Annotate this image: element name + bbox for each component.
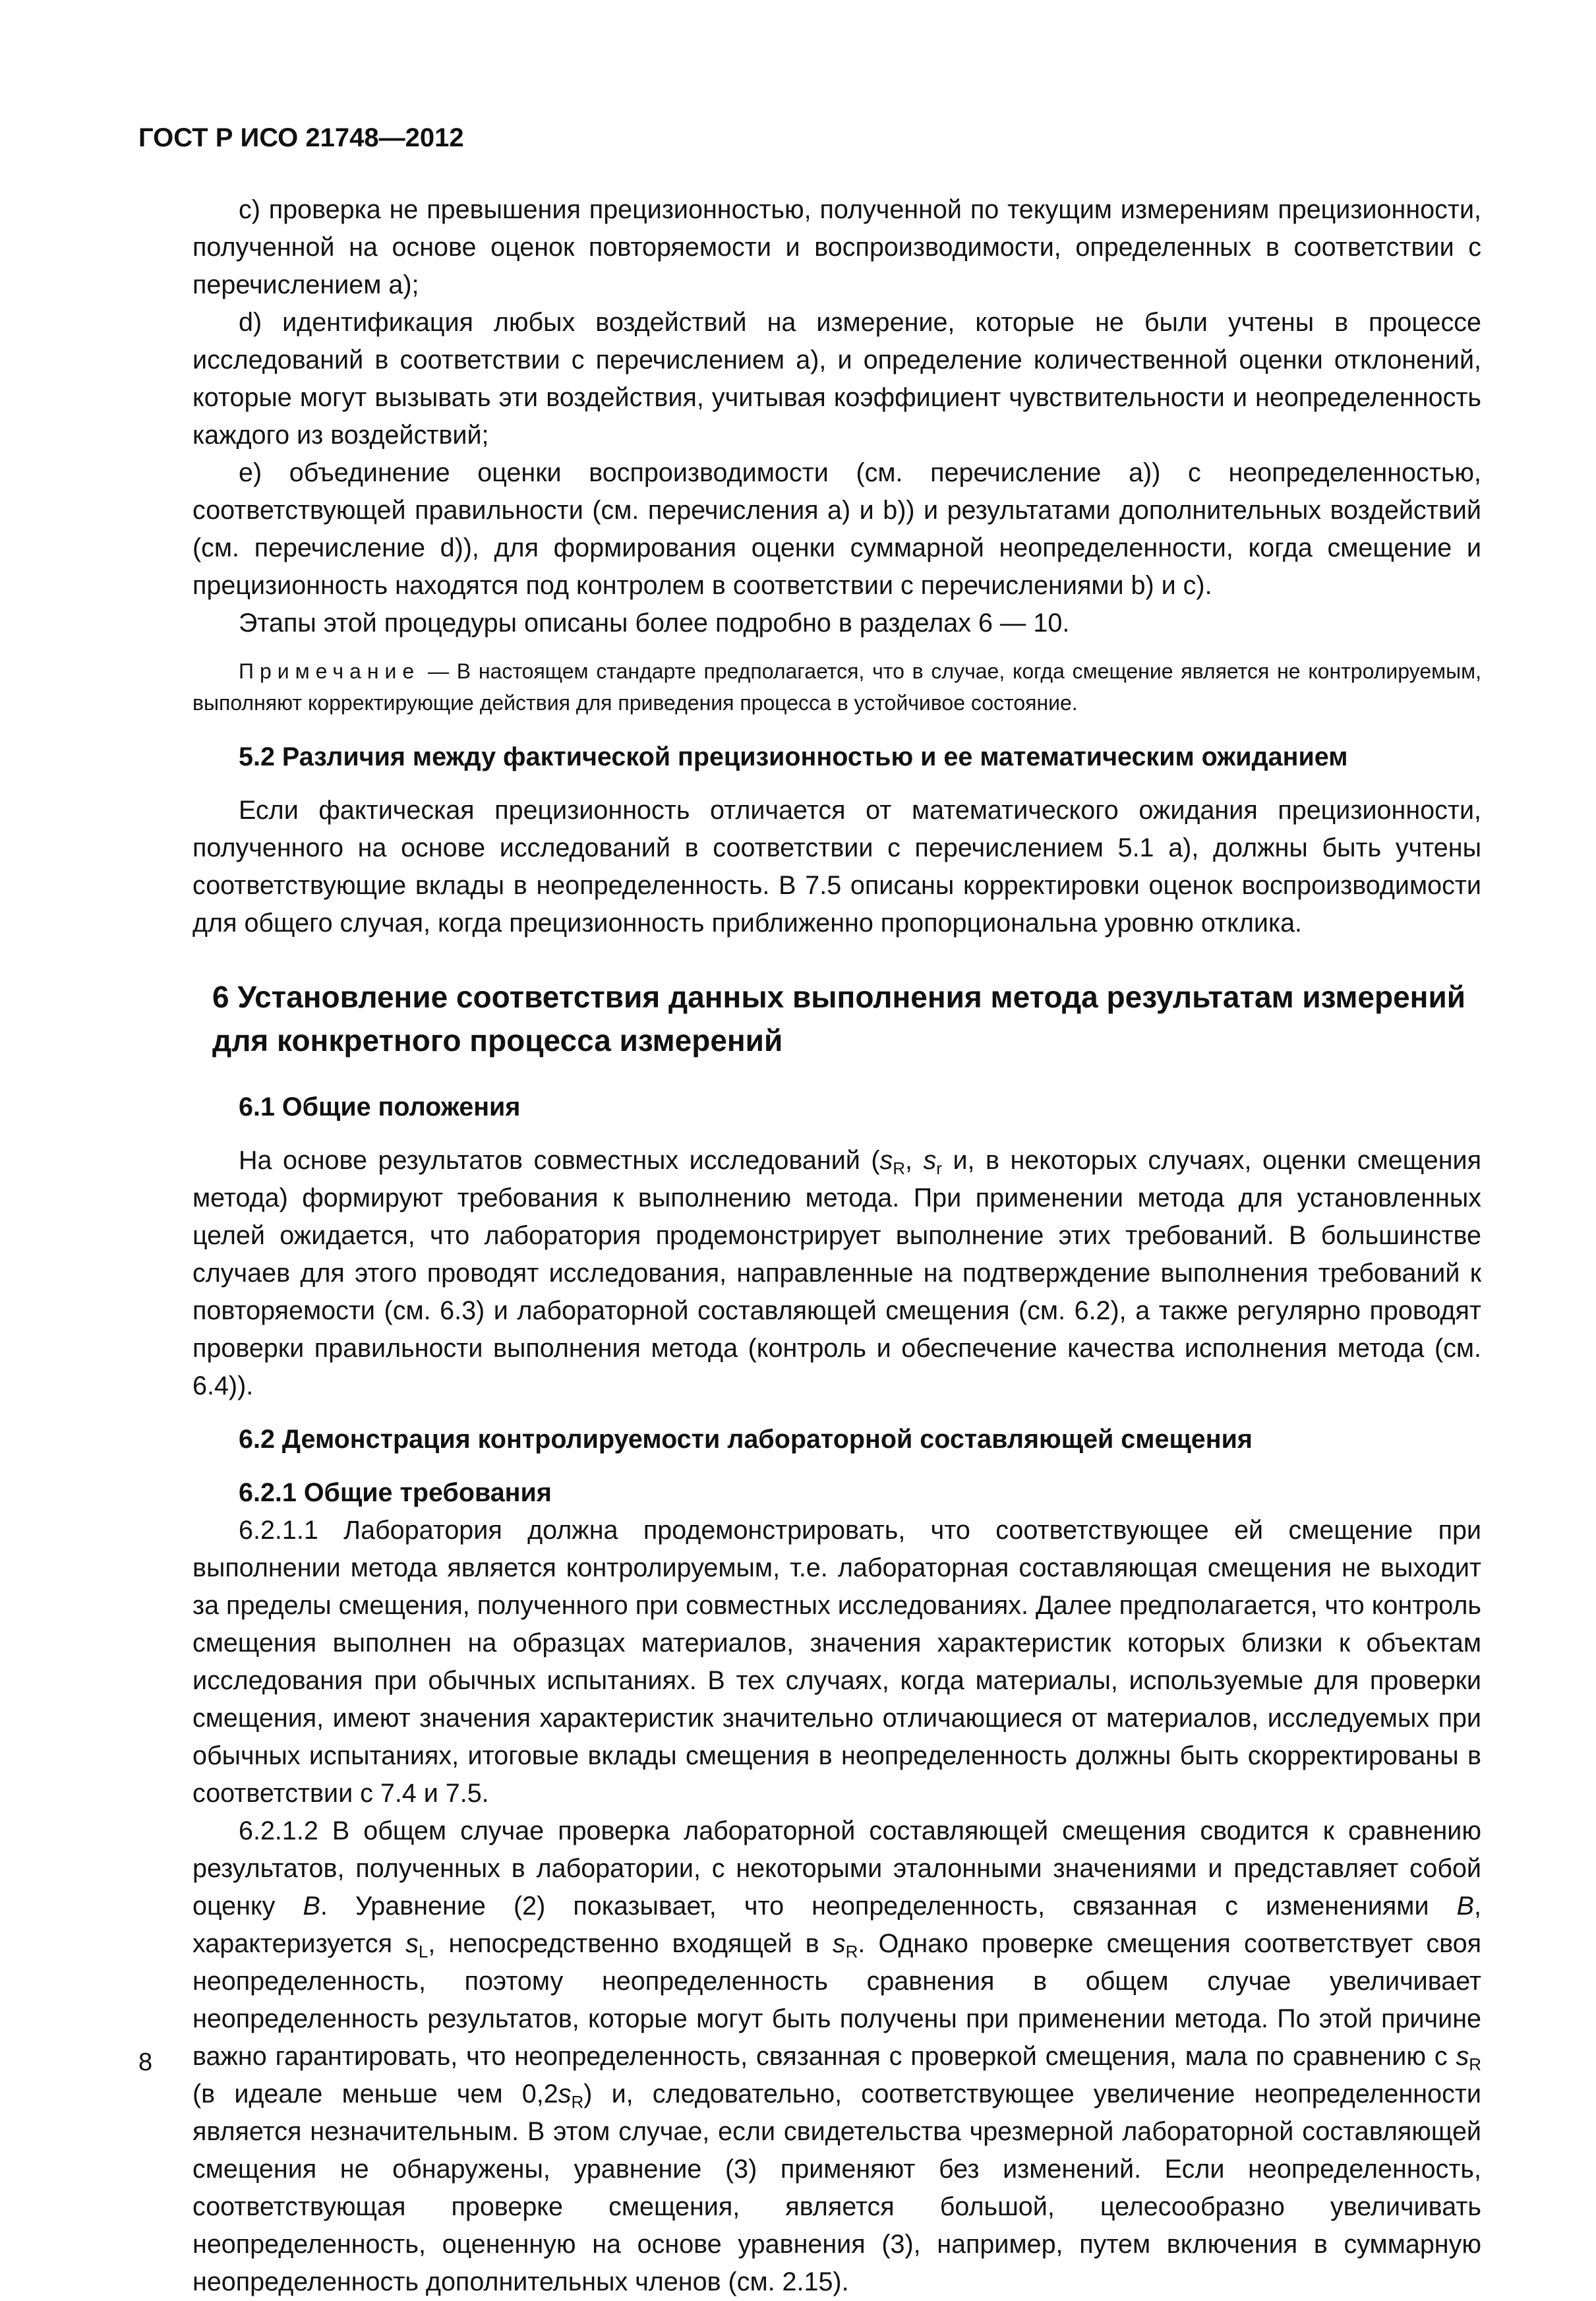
list-item-d: d) идентификация любых воздействий на измерение, которые не были учтены в процессе исследований в соответствии с перечислением а), и определение количественной оценки отклонений, которые могут вызывать эти воздействия, учитывая коэффициент чувствительности и неопределенность каждого из воздействий; — [192, 308, 1481, 450]
note-label: Примечание — [239, 659, 421, 683]
stages-paragraph: Этапы этой процедуры описаны более подробно в разделах 6 — 10. — [239, 609, 1070, 638]
list-item-c: c) проверка не превышения прецизионностью, полученной по текущим измерениям прецизионности, полученной на основе оценок повторяемости и воспроизводимости, определенных в соответствии с перечислением а); — [192, 195, 1481, 299]
note-paragraph — [192, 655, 1481, 719]
document-body — [192, 191, 1481, 2301]
subsection-5-2-paragraph: Если фактическая прецизионность отличается от математического ожидания прецизионности, полученного на основе исследований в соответствии с перечислением 5.1 а), должны быть учтены соответствующие вклады в неопределенность. В 7.5 описаны корректировки оценок воспроизводимости для общего случая, когда прецизионность приближенно пропорциональна уровню отклика. — [192, 796, 1481, 938]
document-code-header: ГОСТ Р ИСО 21748—2012 — [138, 123, 464, 152]
note-text: — В настоящем стандарте предполагается, что в случае, когда смещение является не контролируемым, выполняют корректирующие действия для приведения процесса в устойчивое состояние. — [192, 659, 1482, 715]
page-number: 8 — [138, 2048, 153, 2076]
subsection-6-2-heading: 6.2 Демонстрация контролируемости лабораторной составляющей смещения — [239, 1425, 1253, 1454]
paragraph-6-2-1-2: 6.2.1.2 В общем случае проверка лабораторной составляющей смещения сводится к сравнению результатов, полученных в лаборатории, с некоторыми эталонными значениями и представляет собой оценку B. Уравнение (2) показывает, что неопределенность, связанная с изменениями B, характеризуется $s_L$, непосредственно входящей в $s_R$. Однако проверке смещения соответствует своя неопределенность, поэтому неопределенность сравнения в общем случае увеличивает неопределенность результатов, которые могут быть получены при применении метода. По этой причине важно гарантировать, что неопределенность, связанная с проверкой смещения, мала по сравнению с $s_R$ (в идеале меньше чем $0,2s_R$) и, следовательно, соответствующее увеличение неопределенности является незначительным. В этом случае, если свидетельства чрезмерной лабораторной составляющей смещения не обнаружены, уравнение (3) применяют без изменений. Если неопределенность, соответствующая проверке смещения, является большой, целесообразно увеличивать неопределенность, оцененную на основе уравнения (3), например, путем включения в суммарную неопределенность дополнительных членов (см. 2.15). — [192, 1816, 1481, 2296]
section-6-heading: 6 Установление соответствия данных выполнения метода результатам измерений для конкретного процесса измерений — [212, 980, 1466, 1058]
subsection-6-1-paragraph: На основе результатов совместных исследований ($s_R$, $s_r$ и, в некоторых случаях, оценки смещения метода) формируют требования к выполнению метода. При применении метода для установленных целей ожидается, что лаборатория продемонстрирует выполнение этих требований. В большинстве случаев для этого проводят исследования, направленные на подтверждение выполнения требований к повторяемости (см. 6.3) и лабораторной составляющей смещения (см. 6.2), а также регулярно проводят проверки правильности выполнения метода (контроль и обеспечение качества исполнения метода (см. 6.4)). — [192, 1146, 1481, 1400]
subsection-5-2-heading: 5.2 Различия между фактической прецизионностью и ее математическим ожиданием — [239, 742, 1348, 771]
paragraph-6-2-1-1: 6.2.1.1 Лаборатория должна продемонстрировать, что соответствующее ей смещение при выполнении метода является контролируемым, т.е. лабораторная составляющая смещения не выходит за пределы смещения, полученного при совместных исследованиях. Далее предполагается, что контроль смещения выполнен на образцах материалов, значения характеристик которых близки к объектам исследования при обычных испытаниях. В тех случаях, когда материалы, используемые для проверки смещения, имеют значения характеристик значительно отличающиеся от материалов, исследуемых при обычных испытаниях, итоговые вклады смещения в неопределенность должны быть скорректированы в соответствии с 7.4 и 7.5. — [192, 1516, 1481, 1808]
subsection-6-2-1-heading: 6.2.1 Общие требования — [239, 1478, 552, 1507]
list-item-e: e) объединение оценки воспроизводимости (см. перечисление а)) с неопределенностью, соответствующей правильности (см. перечисления а) и b)) и результатами дополнительных воздействий (см. перечисление d)), для формирования оценки суммарной неопределенности, когда смещение и прецизионность находятся под контролем в соответствии с перечислениями b) и c). — [192, 458, 1481, 600]
subsection-6-1-heading: 6.1 Общие положения — [239, 1092, 521, 1121]
